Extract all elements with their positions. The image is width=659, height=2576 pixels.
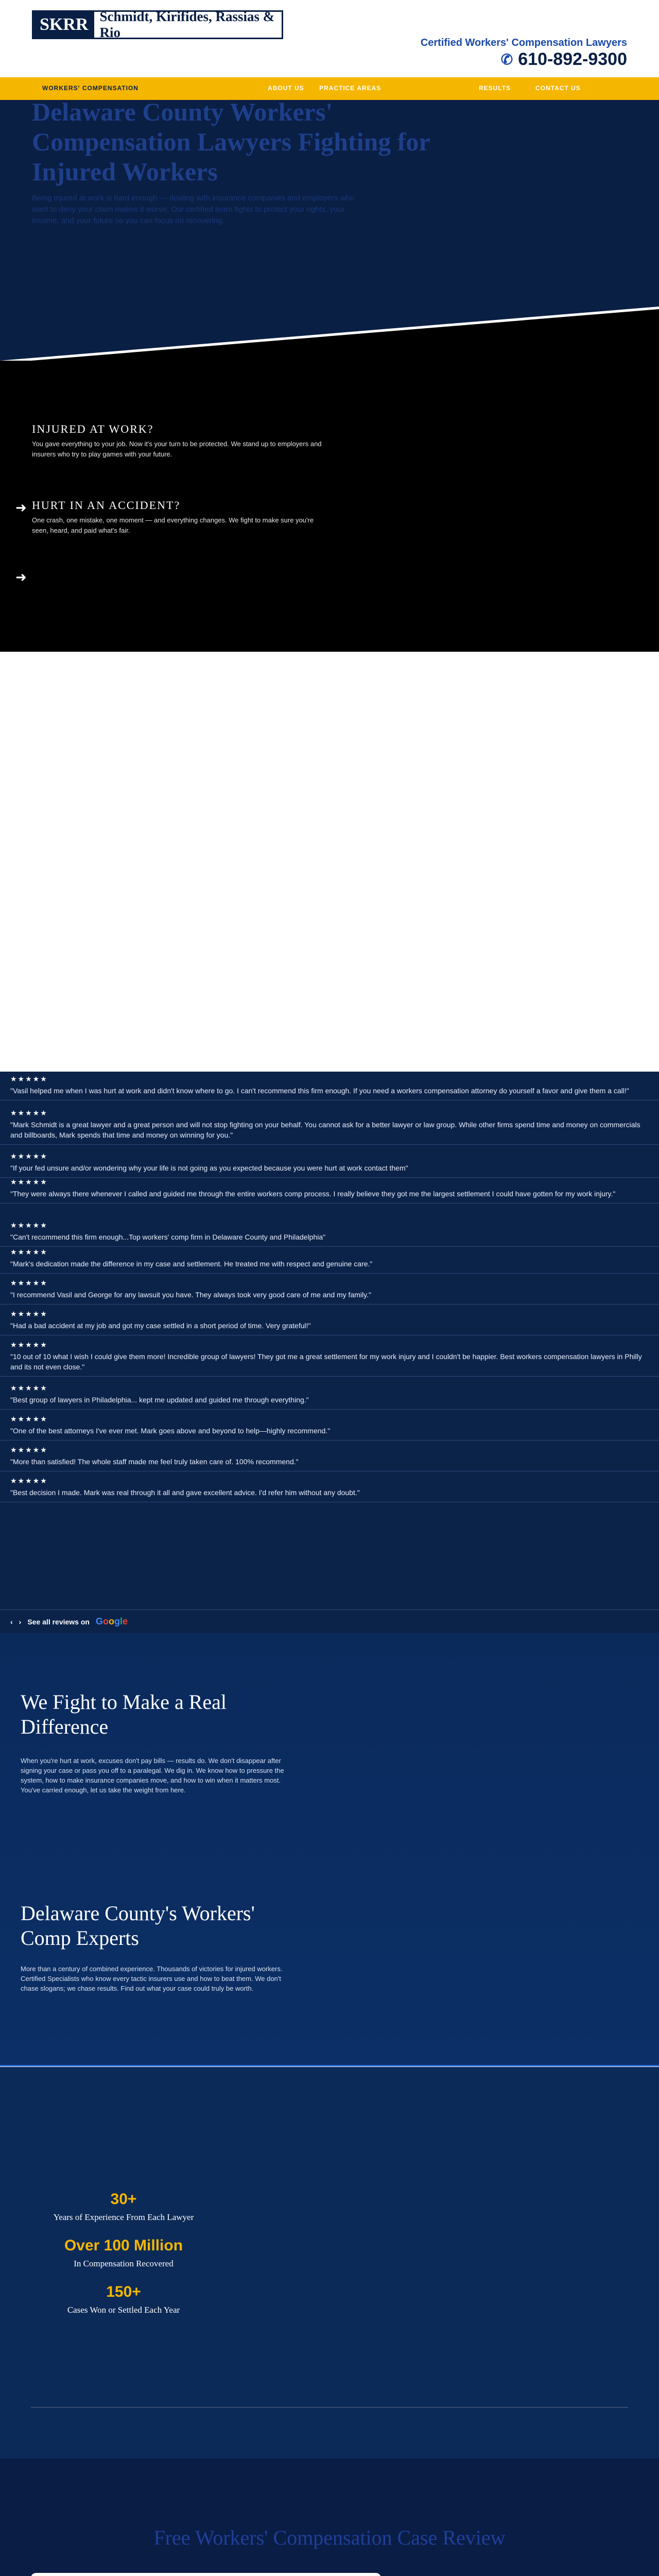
nav-item-workers-comp[interactable]: WORKERS' COMPENSATION (42, 84, 138, 92)
review-text: "Can't recommend this firm enough...Top workers' comp firm in Delaware County and Philadelphia" (10, 1233, 326, 1241)
stat-label: Years of Experience From Each Lawyer (53, 2212, 194, 2222)
chevron-left-icon[interactable]: ‹ (10, 1617, 13, 1626)
review-item (0, 1106, 659, 1145)
review-item (0, 1276, 659, 1304)
case-review-form-section (0, 2459, 659, 2576)
hero-wedge-divider (0, 232, 659, 366)
review-text: "Mark Schmidt is a great lawyer and a great person and will not stop fighting on your behalf. You cannot ask for a better lawyer or law group. While other firms spend time and money on commercials and billboards, Mark spends that time and money on winning for you." (10, 1121, 640, 1139)
review-item (0, 1072, 659, 1100)
star-rating: ★★★★★ (10, 1384, 48, 1392)
fight-section (0, 1633, 659, 2066)
hero-title: Delaware County Workers' Compensation Lawyers Fighting for Injured Workers (32, 97, 430, 186)
stat-label: In Compensation Recovered (74, 2259, 174, 2268)
stat-cases (0, 2283, 247, 2315)
site-header (0, 0, 659, 77)
hurt-in-accident-text: One crash, one mistake, one moment — and everything changes. We fight to make sure you're seen, heard, and paid what's fair. (32, 516, 314, 534)
review-text: "Best decision I made. Mark was real through it all and gave excellent advice. I'd refer him without any doubt." (10, 1488, 360, 1497)
google-logo: Google (95, 1616, 128, 1626)
experts-title: Delaware County's Workers' Comp Experts (21, 1902, 255, 1950)
injury-section (0, 361, 659, 652)
stat-compensation (0, 2237, 247, 2269)
reviews-section (0, 1072, 659, 1633)
review-text: "10 out of 10 what I wish I could give them more! Incredible group of lawyers! They got me a great settlement for my work injury and I couldn't be happier. Best workers compensation lawyers in Philly and its not even close." (10, 1352, 642, 1371)
divider-line (31, 2407, 628, 2408)
star-rating: ★★★★★ (10, 1415, 48, 1423)
fight-title: We Fight to Make a Real Difference (21, 1690, 227, 1738)
review-text: "Best group of lawyers in Philadelphia... kept me updated and guided me through everything." (10, 1396, 309, 1404)
review-text: "More than satisfied! The whole staff made me feel truly taken care of. 100% recommend." (10, 1458, 299, 1466)
review-item (0, 1175, 659, 1204)
review-item (0, 1473, 659, 1502)
review-item (0, 1381, 659, 1410)
star-rating: ★★★★★ (10, 1178, 48, 1186)
nav-item-practice[interactable]: PRACTICE AREAS (319, 84, 381, 92)
see-all-reviews-bar[interactable] (0, 1609, 659, 1633)
certified-tagline: Certified Workers' Compensation Lawyers (420, 37, 627, 48)
review-text: "If your fed unsure and/or wondering why your life is not going as you expected because you were hurt at work contact them" (10, 1164, 408, 1172)
form-title: Free Workers' Compensation Case Review (153, 2526, 506, 2549)
review-item (0, 1218, 659, 1247)
star-rating: ★★★★★ (10, 1310, 48, 1318)
star-rating: ★★★★★ (10, 1221, 48, 1229)
stat-number: Over 100 Million (64, 2237, 183, 2254)
star-rating: ★★★★★ (10, 1341, 48, 1349)
star-rating: ★★★★★ (10, 1279, 48, 1287)
see-all-reviews-label[interactable]: See all reviews on (27, 1617, 90, 1626)
star-rating: ★★★★★ (10, 1248, 48, 1256)
review-item (0, 1443, 659, 1471)
star-rating: ★★★★★ (10, 1152, 48, 1160)
case-review-form (31, 2573, 381, 2576)
review-text: "Mark's dedication made the difference in my case and settlement. He treated me with respect and genuine care." (10, 1260, 373, 1268)
nav-item-results[interactable]: RESULTS (479, 84, 511, 92)
section-divider (0, 2065, 659, 2066)
star-rating: ★★★★★ (10, 1446, 48, 1454)
experts-text: More than a century of combined experience. Thousands of victories for injured workers. Certified Specialists who know every tactic insurers use and how to beat them. We don't chase slogans; we chase results. Find out what your case could truly be worth. (21, 1965, 283, 1992)
star-rating: ★★★★★ (10, 1109, 48, 1117)
review-text: "One of the best attorneys I've ever met. Mark goes above and beyond to help—highly recommend." (10, 1427, 331, 1435)
logo-firm-name: Schmidt, Kirifides, Rassias & Rio (99, 9, 275, 40)
review-text: "Vasil helped me when I was hurt at work and didn't know where to go. I can't recommend this firm enough. If you need a workers compensation attorney do yourself a favor and give them a call!" (10, 1087, 629, 1095)
arrow-right-icon[interactable]: ➜ (15, 569, 27, 585)
stat-number: 150+ (106, 2283, 141, 2300)
review-item (0, 1307, 659, 1335)
header-phone-number: 610-892-9300 (518, 49, 627, 69)
review-item (0, 1245, 659, 1274)
review-text: "They were always there whenever I called and guided me through the entire workers comp process. I really believe they got me the largest settlement I could have gotten for my work injury." (10, 1190, 616, 1198)
stat-years (0, 2191, 247, 2223)
site-logo[interactable] (32, 10, 283, 39)
header-phone[interactable] (501, 49, 627, 70)
stat-number: 30+ (110, 2191, 137, 2208)
stats-section (0, 2067, 659, 2459)
injured-at-work-text: You gave everything to your job. Now it's your turn to be protected. We stand up to employers and insurers who try to play games with your future. (32, 440, 322, 458)
review-text: "I recommend Vasil and George for any lawsuit you have. They always took very good care of me and my family." (10, 1291, 371, 1299)
chevron-right-icon[interactable]: › (19, 1617, 22, 1626)
phone-icon: ✆ (500, 52, 513, 67)
hero-blurb: Being injured at work is hard enough — dealing with insurance companies and employers who want to deny your claim makes it worse. Our certified team fights to protect your rights, your income, and your future so you can focus on recovering. (32, 194, 355, 225)
star-rating: ★★★★★ (10, 1477, 48, 1485)
arrow-right-icon[interactable]: ➜ (15, 500, 27, 515)
nav-item-contact[interactable]: CONTACT US (535, 84, 581, 92)
fight-text: When you're hurt at work, excuses don't pay bills — results do. We don't disappear after signing your case or pass you off to a paralegal. We dig in. We know how to pressure the system, how to make insurance companies move, and how to win when it matters most. You've carried enough, let us take the weight from here. (21, 1757, 284, 1794)
review-item (0, 1149, 659, 1178)
review-text: "Had a bad accident at my job and got my case settled in a short period of time. Very grateful!" (10, 1321, 311, 1330)
review-item (0, 1337, 659, 1377)
stat-label: Cases Won or Settled Each Year (67, 2305, 180, 2315)
review-item (0, 1412, 659, 1440)
injured-at-work-title: INJURED AT WORK? (32, 422, 154, 435)
logo-mark: SKRR (33, 12, 94, 38)
nav-item-about[interactable]: ABOUT US (268, 84, 304, 92)
star-rating: ★★★★★ (10, 1075, 48, 1083)
hurt-in-accident-title: HURT IN AN ACCIDENT? (32, 499, 181, 512)
